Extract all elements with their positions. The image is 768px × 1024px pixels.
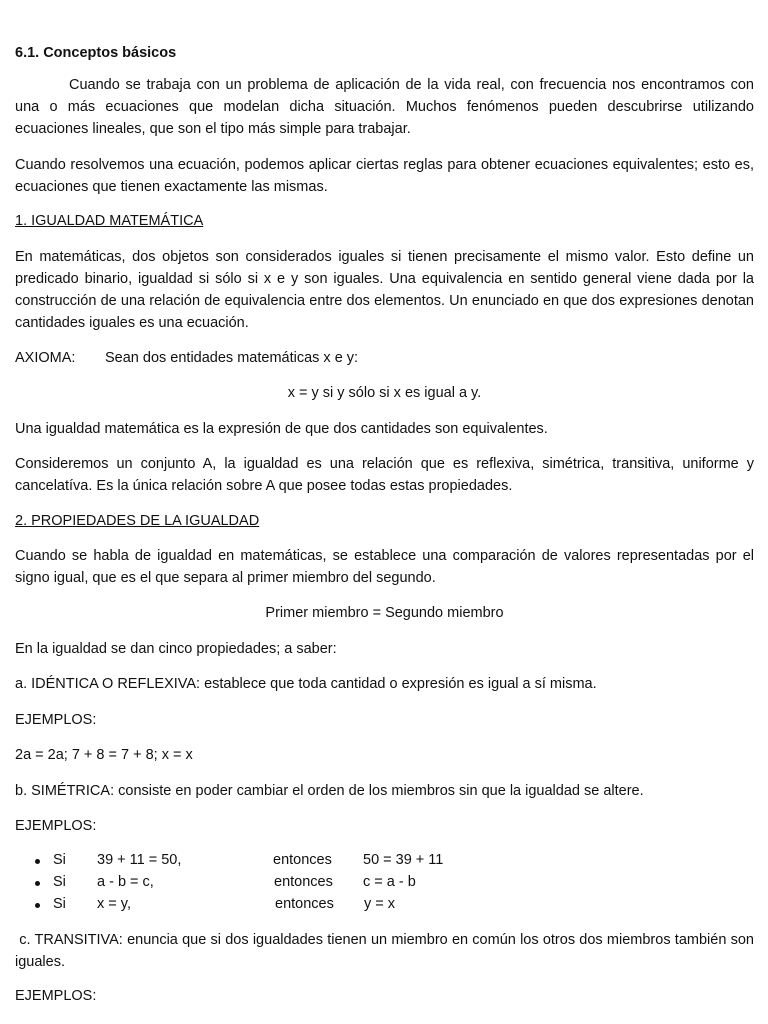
example-result: y = x: [364, 896, 396, 912]
igualdad-paragraph-2: Una igualdad matemática es la expresión de que dos cantidades son equivalentes.: [15, 421, 548, 437]
example-si: Si: [53, 852, 66, 868]
bullet-icon: [35, 849, 45, 871]
section-title: 6.1. Conceptos básicos: [15, 45, 177, 61]
igualdad-paragraph-1: En matemáticas, dos objetos son considerados iguales si tienen precisamente el mismo valor. Esto define un predicado binario, igualdad si sólo si x e y son iguales. Una equivalencia en sentido general viene dada por la construcción de una relación de equivalencia entre dos elementos. Un enunciado en que dos expresiones denotan cantidades iguales es una ecuación.: [15, 249, 754, 331]
ejemplos-label-a: EJEMPLOS:: [15, 712, 97, 728]
example-condition: x = y,: [97, 896, 131, 912]
intro-paragraph-2: Cuando resolvemos una ecuación, podemos aplicar ciertas reglas para obtener ecuaciones equivalentes; esto es, ecuaciones que tienen exactamente las mismas.: [15, 157, 754, 195]
subsection-title-propiedades: 2. PROPIEDADES DE LA IGUALDAD: [15, 513, 260, 529]
example-entonces: entonces: [275, 896, 334, 912]
bullet-icon: [35, 871, 45, 893]
example-condition: 39 + 11 = 50,: [97, 852, 182, 868]
property-b-simetrica: b. SIMÉTRICA: consiste en poder cambiar el orden de los miembros sin que la igualdad se altere.: [15, 783, 644, 799]
propiedades-paragraph-1: Cuando se habla de igualdad en matemáticas, se establece una comparación de valores representadas por el signo igual, que es el que separa al primer miembro del segundo.: [15, 548, 754, 586]
example-entonces: entonces: [274, 874, 333, 890]
example-si: Si: [53, 896, 66, 912]
intro-paragraph-1: Cuando se trabaja con un problema de aplicación de la vida real, con frecuencia nos encontramos con una o más ecuaciones que modelan dicha situación. Muchos fenómenos pueden descubrirse utilizando ecuaciones lineales, que son el tipo más simple para trabajar.: [15, 77, 754, 137]
axioma-text: Sean dos entidades matemáticas x e y:: [105, 350, 359, 366]
ejemplos-label-b: EJEMPLOS:: [15, 818, 97, 834]
subsection-title-igualdad: 1. IGUALDAD MATEMÁTICA: [15, 213, 204, 229]
axioma-label: AXIOMA:: [15, 350, 76, 366]
property-a-reflexiva: a. IDÉNTICA O REFLEXIVA: establece que toda cantidad o expresión es igual a sí misma.: [15, 676, 597, 692]
example-condition: a - b = c,: [97, 874, 154, 890]
property-a-example: 2a = 2a; 7 + 8 = 7 + 8; x = x: [15, 747, 193, 763]
propiedades-formula: Primer miembro = Segundo miembro: [265, 605, 504, 621]
propiedades-paragraph-2: En la igualdad se dan cinco propiedades; a saber:: [15, 641, 337, 657]
example-result: c = a - b: [363, 874, 416, 890]
example-entonces: entonces: [273, 852, 332, 868]
igualdad-paragraph-3: Consideremos un conjunto A, la igualdad es una relación que es reflexiva, simétrica, transitiva, uniforme y cancelatíva. Es la única relación sobre A que posee todas estas propiedades.: [15, 456, 754, 494]
bullet-icon: [35, 893, 45, 915]
property-c-transitiva: c. TRANSITIVA: enuncia que si dos igualdades tienen un miembro en común los otros dos miembros también son iguales.: [15, 932, 759, 970]
ejemplos-label-c: EJEMPLOS:: [15, 988, 97, 1004]
example-si: Si: [53, 874, 66, 890]
example-result: 50 = 39 + 11: [363, 852, 444, 868]
axioma-formula: x = y si y sólo si x es igual a y.: [287, 385, 482, 401]
